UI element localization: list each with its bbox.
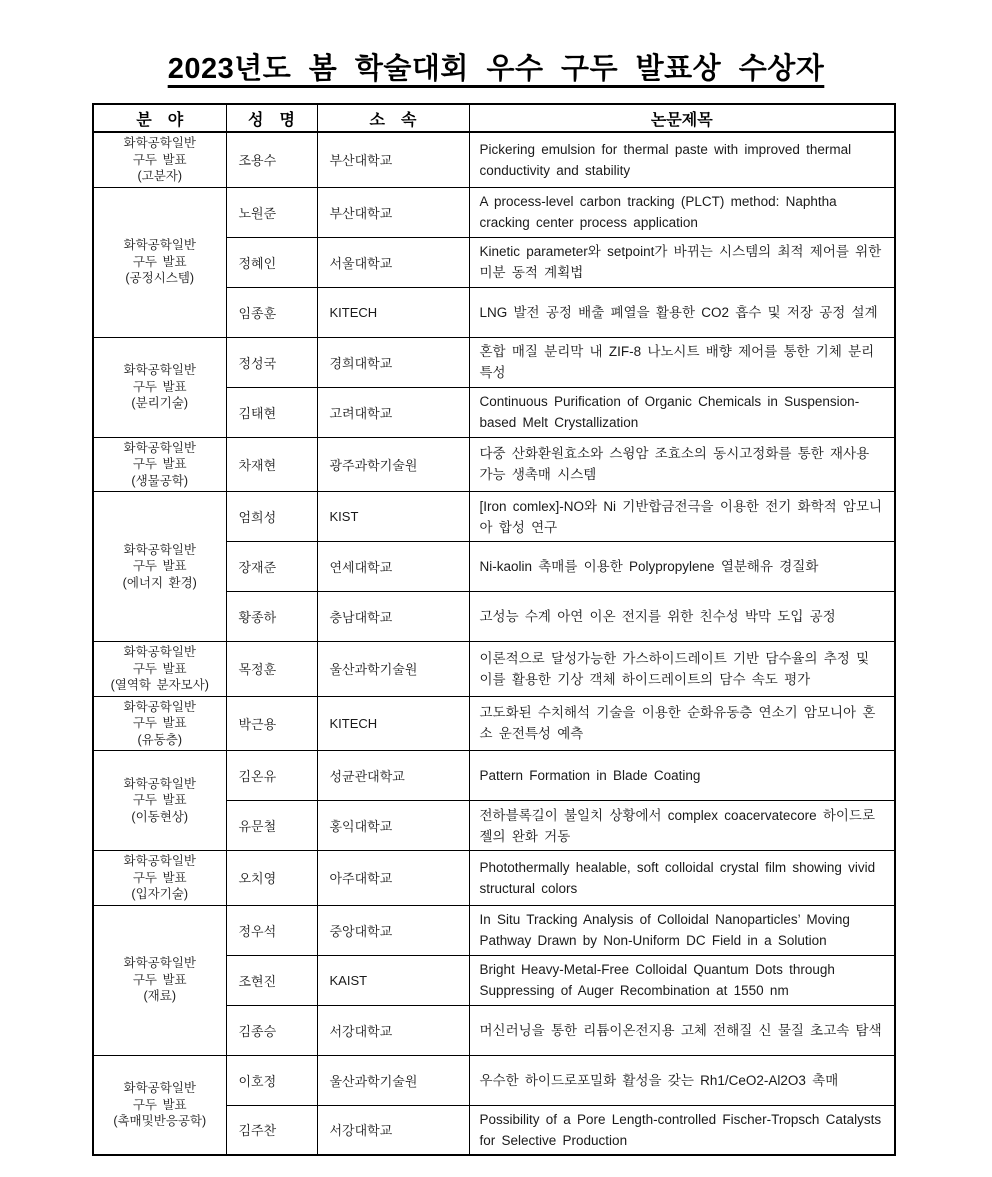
field-line: 화학공학일반: [123, 1081, 196, 1095]
winner-name: 김온유: [226, 751, 317, 801]
winner-name: 정성국: [226, 337, 317, 387]
field-line: 화학공학일반: [123, 956, 196, 971]
field-line: 구두 발표: [132, 254, 187, 269]
field-line: (이동현상): [131, 809, 189, 824]
winner-affiliation: 서강대학교: [317, 1005, 469, 1055]
table-row: [93, 1055, 895, 1105]
table-row: [93, 642, 895, 697]
field-cell: [93, 132, 226, 187]
header-name: 성 명: [226, 104, 317, 132]
winner-affiliation: 울산과학기술원: [317, 642, 469, 697]
table-row: [93, 437, 895, 492]
winner-name: 이호정: [226, 1055, 317, 1105]
paper-title: Photothermally healable, soft colloidal crystal film showing vivid structural colors: [469, 851, 895, 906]
field-cell: [93, 1055, 226, 1155]
field-cell: [93, 696, 226, 751]
paper-title: Pattern Formation in Blade Coating: [469, 751, 895, 801]
field-line: (촉매및반응공학): [113, 1114, 207, 1128]
field-line: 구두 발표: [132, 152, 187, 167]
winner-affiliation: KITECH: [317, 287, 469, 337]
winner-affiliation: KIST: [317, 492, 469, 542]
field-line: 구두 발표: [132, 559, 187, 574]
winner-name: 오치영: [226, 851, 317, 906]
winner-affiliation: 경희대학교: [317, 337, 469, 387]
field-line: 구두 발표: [132, 379, 187, 394]
winner-name: 목정훈: [226, 642, 317, 697]
winner-name: 유문철: [226, 801, 317, 851]
awards-table: [92, 103, 896, 1156]
table-row: [93, 132, 895, 187]
field-cell: [93, 492, 226, 642]
table-header-row: [93, 104, 895, 132]
winner-affiliation: 고려대학교: [317, 387, 469, 437]
winner-name: 정우석: [226, 905, 317, 955]
field-line: 화학공학일반: [123, 645, 196, 659]
field-cell: [93, 337, 226, 437]
table-row: [93, 492, 895, 542]
field-line: 화학공학일반: [123, 542, 196, 557]
winner-name: 김종승: [226, 1005, 317, 1055]
winner-affiliation: 아주대학교: [317, 851, 469, 906]
table-row: [93, 337, 895, 387]
winner-affiliation: 홍익대학교: [317, 801, 469, 851]
table-row: [93, 751, 895, 801]
field-line: 화학공학일반: [123, 136, 196, 150]
winner-affiliation: 연세대학교: [317, 542, 469, 592]
table-row: [93, 187, 895, 237]
winner-affiliation: 중앙대학교: [317, 905, 469, 955]
field-line: (분리기술): [131, 396, 189, 411]
paper-title: Bright Heavy-Metal-Free Colloidal Quantum Dots through Suppressing of Auger Recombination at 1550 nm: [469, 955, 895, 1005]
winner-name: 노원준: [226, 187, 317, 237]
field-line: (공정시스템): [125, 271, 195, 286]
field-line: 구두 발표: [132, 972, 187, 987]
field-line: (재료): [143, 989, 176, 1004]
table-row: [93, 905, 895, 955]
paper-title: 우수한 하이드로포밀화 활성을 갖는 Rh1/CeO2-Al2O3 촉매: [469, 1055, 895, 1105]
winner-affiliation: 성균관대학교: [317, 751, 469, 801]
winner-name: 차재현: [226, 437, 317, 492]
field-line: (생물공학): [131, 473, 189, 488]
field-line: 화학공학일반: [123, 363, 196, 378]
winner-name: 장재준: [226, 542, 317, 592]
field-line: 화학공학일반: [123, 854, 196, 868]
table-row: [93, 696, 895, 751]
winner-affiliation: 부산대학교: [317, 187, 469, 237]
paper-title: 고도화된 수치해석 기술을 이용한 순화유동층 연소기 암모니아 혼소 운전특성 예측: [469, 696, 895, 751]
field-cell: [93, 642, 226, 697]
field-line: (고분자): [137, 169, 183, 183]
paper-title: 이론적으로 달성가능한 가스하이드레이트 기반 담수율의 추정 및 이를 활용한 기상 객체 하이드레이트의 담수 속도 평가: [469, 642, 895, 697]
paper-title: [Iron comlex]-NO와 Ni 기반합금전극을 이용한 전기 화학적 암모니아 합성 연구: [469, 492, 895, 542]
field-line: 구두 발표: [132, 870, 187, 885]
paper-title: Pickering emulsion for thermal paste with improved thermal conductivity and stability: [469, 132, 895, 187]
field-line: (유동층): [137, 732, 183, 747]
field-cell: [93, 905, 226, 1055]
paper-title: Ni-kaolin 촉매를 이용한 Polypropylene 열분해유 경질화: [469, 542, 895, 592]
paper-title: A process-level carbon tracking (PLCT) method: Naphtha cracking center process application: [469, 187, 895, 237]
page-title: 2023년도 봄 학술대회 우수 구두 발표상 수상자: [167, 53, 825, 85]
paper-title: 전하블록길이 불일치 상황에서 complex coacervatecore 하이드로젤의 완화 거동: [469, 801, 895, 851]
winner-affiliation: 충남대학교: [317, 592, 469, 642]
field-line: (입자기술): [131, 887, 189, 901]
winner-affiliation: 서울대학교: [317, 237, 469, 287]
field-line: (열역학 분자모사): [110, 678, 209, 692]
paper-title: 고성능 수계 아연 이온 전지를 위한 친수성 박막 도입 공정: [469, 592, 895, 642]
winner-name: 김주찬: [226, 1105, 317, 1155]
paper-title: LNG 발전 공정 배출 폐열을 활용한 CO2 흡수 및 저장 공정 설계: [469, 287, 895, 337]
field-line: 화학공학일반: [123, 238, 196, 253]
paper-title: In Situ Tracking Analysis of Colloidal Nanoparticles’ Moving Pathway Drawn by Non-Uniform DC Field in a Solution: [469, 905, 895, 955]
winner-name: 엄희성: [226, 492, 317, 542]
winner-affiliation: 광주과학기술원: [317, 437, 469, 492]
field-line: 화학공학일반: [123, 699, 196, 714]
field-line: 구두 발표: [132, 716, 187, 730]
paper-title: 다중 산화환원효소와 스윙암 조효소의 동시고정화를 통한 재사용 가능 생촉매 시스템: [469, 437, 895, 492]
winner-affiliation: 울산과학기술원: [317, 1055, 469, 1105]
winner-affiliation: 부산대학교: [317, 132, 469, 187]
winner-affiliation: KITECH: [317, 696, 469, 751]
field-cell: [93, 851, 226, 906]
header-affiliation: 소 속: [317, 104, 469, 132]
paper-title: 혼합 매질 분리막 내 ZIF-8 나노시트 배향 제어를 통한 기체 분리 특성: [469, 337, 895, 387]
paper-title: 머신러닝을 통한 리튬이온전지용 고체 전해질 신 물질 초고속 탐색: [469, 1005, 895, 1055]
winner-name: 황종하: [226, 592, 317, 642]
field-cell: [93, 187, 226, 337]
field-line: (에너지 환경): [122, 575, 197, 590]
field-line: 구두 발표: [132, 661, 187, 676]
awards-table-body: [93, 132, 895, 1155]
header-paper-title: 논문제목: [469, 104, 895, 132]
field-cell: [93, 751, 226, 851]
paper-title: Continuous Purification of Organic Chemicals in Suspension-based Melt Crystallization: [469, 387, 895, 437]
winner-affiliation: KAIST: [317, 955, 469, 1005]
field-cell: [93, 437, 226, 492]
field-line: 화학공학일반: [123, 440, 196, 455]
winner-name: 정혜인: [226, 237, 317, 287]
field-line: 구두 발표: [132, 1097, 187, 1112]
winner-name: 박근용: [226, 696, 317, 751]
winner-name: 임종훈: [226, 287, 317, 337]
field-line: 화학공학일반: [123, 776, 196, 791]
winner-name: 조현진: [226, 955, 317, 1005]
header-field: 분 야: [93, 104, 226, 132]
winner-name: 조용수: [226, 132, 317, 187]
paper-title: Possibility of a Pore Length-controlled Fischer-Tropsch Catalysts for Selective Production: [469, 1105, 895, 1155]
table-row: [93, 851, 895, 906]
field-line: 구두 발표: [132, 793, 187, 808]
paper-title: Kinetic parameter와 setpoint가 바뀌는 시스템의 최적 제어를 위한 미분 동적 계획법: [469, 237, 895, 287]
field-line: 구두 발표: [132, 457, 187, 471]
winner-affiliation: 서강대학교: [317, 1105, 469, 1155]
winner-name: 김태현: [226, 387, 317, 437]
